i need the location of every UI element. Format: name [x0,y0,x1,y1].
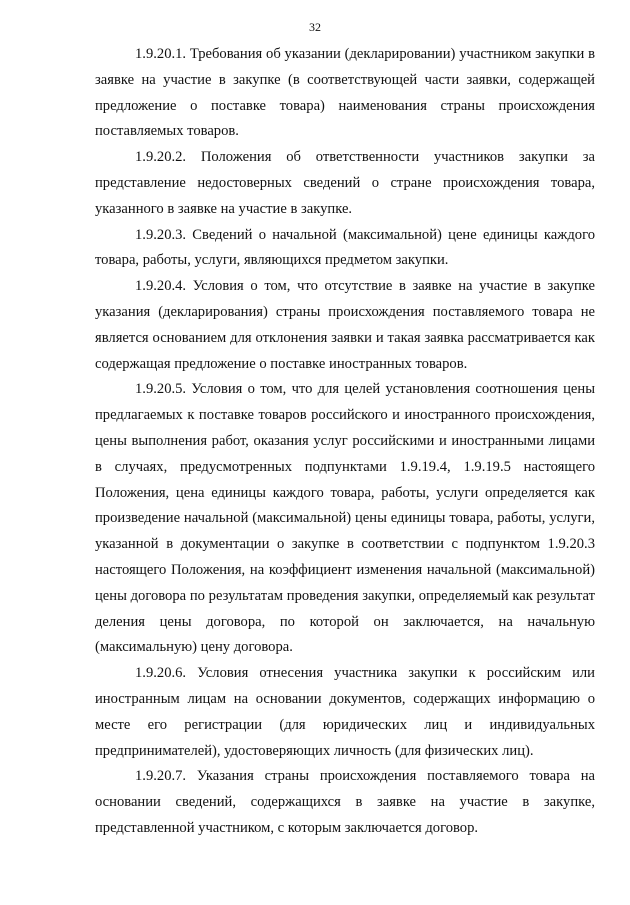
document-body [95,42,595,842]
paragraph-1-9-20-4: 1.9.20.4. Условия о том, что отсутствие в заявке на участие в закупке указания (декларирования) страны происхождения поставляемого товара не является основанием для отклонения заявки и такая заявка рассматривается как содержащая предложение о поставке иностранных товаров. [95,278,595,372]
paragraph-1-9-20-5: 1.9.20.5. Условия о том, что для целей установления соотношения цены предлагаемых к поставке товаров российского и иностранного происхождения, цены выполнения работ, оказания услуг российскими и иностранными лицами в случаях, предусмотренных подпунктами 1.9.19.4, 1.9.19.5 настоящего Положения, цена единицы каждого товара, работы, услуги определяется как произведение начальной (максимальной) цены единицы товара, работы, услуги, указанной в документации о закупке в соответствии с подпунктом 1.9.20.3 настоящего Положения, на коэффициент изменения начальной (максимальной) цены договора по результатам проведения закупки, определяемый как результат деления цены договора, по которой он заключается, на начальную (максимальную) цену договора. [95,381,595,656]
paragraph-1-9-20-6: 1.9.20.6. Условия отнесения участника закупки к российским или иностранным лицам на основании документов, содержащих информацию о месте его регистрации (для юридических лиц и индивидуальных предпринимателей), удостоверяющих личность (для физических лиц). [95,665,595,759]
paragraph-1-9-20-7: 1.9.20.7. Указания страны происхождения поставляемого товара на основании сведений, содержащихся в заявке на участие в закупке, представленной участником, с которым заключается договор. [95,768,595,836]
paragraph-1-9-20-1: 1.9.20.1. Требования об указании (декларировании) участником закупки в заявке на участие в закупке (в соответствующей части заявки, содержащей предложение о поставке товара) наименования страны происхождения поставляемых товаров. [95,46,595,140]
paragraph-1-9-20-3: 1.9.20.3. Сведений о начальной (максимальной) цене единицы каждого товара, работы, услуги, являющихся предметом закупки. [95,226,595,269]
page-number: 32 [309,20,321,34]
paragraph-1-9-20-2: 1.9.20.2. Положения об ответственности участников закупки за представление недостоверных сведений о стране происхождения товара, указанного в заявке на участие в закупке. [95,149,595,217]
